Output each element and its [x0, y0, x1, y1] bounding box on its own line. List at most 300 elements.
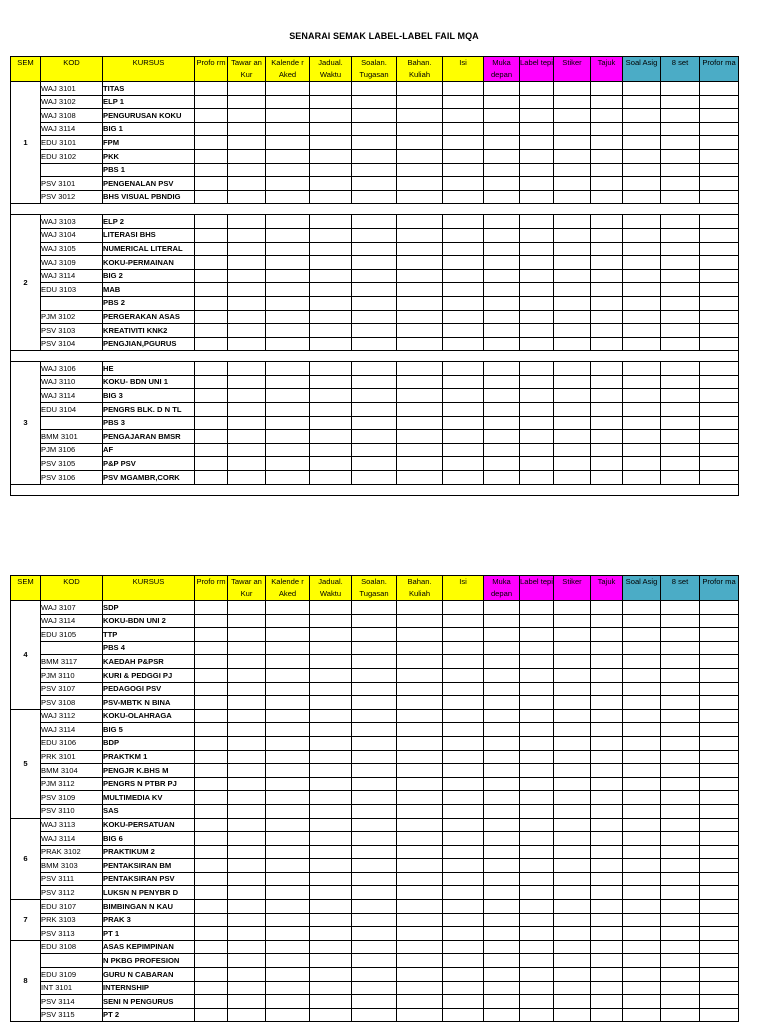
- checkbox-cell[interactable]: [228, 430, 266, 444]
- checkbox-cell[interactable]: [623, 256, 661, 270]
- checkbox-cell[interactable]: [591, 375, 623, 389]
- checkbox-cell[interactable]: [484, 886, 520, 900]
- checkbox-cell[interactable]: [266, 709, 310, 723]
- checkbox-cell[interactable]: [484, 190, 520, 204]
- checkbox-cell[interactable]: [195, 777, 228, 791]
- checkbox-cell[interactable]: [700, 1008, 739, 1022]
- checkbox-cell[interactable]: [352, 163, 397, 177]
- checkbox-cell[interactable]: [591, 940, 623, 954]
- checkbox-cell[interactable]: [700, 389, 739, 403]
- checkbox-cell[interactable]: [443, 443, 484, 457]
- checkbox-cell[interactable]: [591, 859, 623, 873]
- checkbox-cell[interactable]: [397, 457, 443, 471]
- checkbox-cell[interactable]: [228, 696, 266, 710]
- checkbox-cell[interactable]: [661, 696, 700, 710]
- checkbox-cell[interactable]: [266, 614, 310, 628]
- checkbox-cell[interactable]: [228, 913, 266, 927]
- checkbox-cell[interactable]: [443, 190, 484, 204]
- checkbox-cell[interactable]: [397, 913, 443, 927]
- checkbox-cell[interactable]: [623, 641, 661, 655]
- checkbox-cell[interactable]: [520, 283, 554, 297]
- checkbox-cell[interactable]: [623, 215, 661, 229]
- checkbox-cell[interactable]: [623, 628, 661, 642]
- checkbox-cell[interactable]: [228, 82, 266, 96]
- checkbox-cell[interactable]: [554, 696, 591, 710]
- checkbox-cell[interactable]: [554, 109, 591, 123]
- checkbox-cell[interactable]: [623, 310, 661, 324]
- checkbox-cell[interactable]: [623, 804, 661, 818]
- checkbox-cell[interactable]: [352, 954, 397, 968]
- checkbox-cell[interactable]: [310, 764, 352, 778]
- checkbox-cell[interactable]: [484, 736, 520, 750]
- checkbox-cell[interactable]: [591, 601, 623, 615]
- checkbox-cell[interactable]: [397, 443, 443, 457]
- checkbox-cell[interactable]: [591, 389, 623, 403]
- checkbox-cell[interactable]: [352, 981, 397, 995]
- checkbox-cell[interactable]: [397, 614, 443, 628]
- checkbox-cell[interactable]: [484, 310, 520, 324]
- checkbox-cell[interactable]: [623, 954, 661, 968]
- checkbox-cell[interactable]: [520, 163, 554, 177]
- checkbox-cell[interactable]: [700, 872, 739, 886]
- checkbox-cell[interactable]: [554, 940, 591, 954]
- checkbox-cell[interactable]: [266, 886, 310, 900]
- checkbox-cell[interactable]: [443, 981, 484, 995]
- checkbox-cell[interactable]: [623, 859, 661, 873]
- checkbox-cell[interactable]: [591, 228, 623, 242]
- checkbox-cell[interactable]: [484, 981, 520, 995]
- checkbox-cell[interactable]: [661, 283, 700, 297]
- checkbox-cell[interactable]: [661, 900, 700, 914]
- checkbox-cell[interactable]: [520, 736, 554, 750]
- checkbox-cell[interactable]: [443, 641, 484, 655]
- checkbox-cell[interactable]: [661, 122, 700, 136]
- checkbox-cell[interactable]: [623, 324, 661, 338]
- checkbox-cell[interactable]: [520, 82, 554, 96]
- checkbox-cell[interactable]: [661, 709, 700, 723]
- checkbox-cell[interactable]: [228, 804, 266, 818]
- checkbox-cell[interactable]: [661, 389, 700, 403]
- checkbox-cell[interactable]: [266, 940, 310, 954]
- checkbox-cell[interactable]: [352, 777, 397, 791]
- checkbox-cell[interactable]: [661, 228, 700, 242]
- checkbox-cell[interactable]: [700, 682, 739, 696]
- checkbox-cell[interactable]: [623, 471, 661, 485]
- checkbox-cell[interactable]: [700, 136, 739, 150]
- checkbox-cell[interactable]: [266, 457, 310, 471]
- checkbox-cell[interactable]: [591, 136, 623, 150]
- checkbox-cell[interactable]: [266, 177, 310, 191]
- checkbox-cell[interactable]: [554, 628, 591, 642]
- checkbox-cell[interactable]: [397, 832, 443, 846]
- checkbox-cell[interactable]: [591, 886, 623, 900]
- checkbox-cell[interactable]: [310, 872, 352, 886]
- checkbox-cell[interactable]: [397, 764, 443, 778]
- checkbox-cell[interactable]: [397, 791, 443, 805]
- checkbox-cell[interactable]: [591, 1008, 623, 1022]
- checkbox-cell[interactable]: [352, 668, 397, 682]
- checkbox-cell[interactable]: [591, 337, 623, 351]
- checkbox-cell[interactable]: [700, 443, 739, 457]
- checkbox-cell[interactable]: [554, 362, 591, 376]
- checkbox-cell[interactable]: [397, 859, 443, 873]
- checkbox-cell[interactable]: [591, 296, 623, 310]
- checkbox-cell[interactable]: [397, 709, 443, 723]
- checkbox-cell[interactable]: [443, 682, 484, 696]
- checkbox-cell[interactable]: [591, 655, 623, 669]
- checkbox-cell[interactable]: [352, 900, 397, 914]
- checkbox-cell[interactable]: [310, 777, 352, 791]
- checkbox-cell[interactable]: [352, 443, 397, 457]
- checkbox-cell[interactable]: [397, 215, 443, 229]
- checkbox-cell[interactable]: [310, 190, 352, 204]
- checkbox-cell[interactable]: [352, 109, 397, 123]
- checkbox-cell[interactable]: [661, 791, 700, 805]
- checkbox-cell[interactable]: [228, 256, 266, 270]
- checkbox-cell[interactable]: [484, 628, 520, 642]
- checkbox-cell[interactable]: [443, 136, 484, 150]
- checkbox-cell[interactable]: [266, 981, 310, 995]
- checkbox-cell[interactable]: [591, 283, 623, 297]
- checkbox-cell[interactable]: [661, 750, 700, 764]
- checkbox-cell[interactable]: [700, 228, 739, 242]
- checkbox-cell[interactable]: [623, 163, 661, 177]
- checkbox-cell[interactable]: [228, 628, 266, 642]
- checkbox-cell[interactable]: [623, 242, 661, 256]
- checkbox-cell[interactable]: [228, 682, 266, 696]
- checkbox-cell[interactable]: [700, 337, 739, 351]
- checkbox-cell[interactable]: [484, 601, 520, 615]
- checkbox-cell[interactable]: [397, 136, 443, 150]
- checkbox-cell[interactable]: [623, 981, 661, 995]
- checkbox-cell[interactable]: [310, 940, 352, 954]
- checkbox-cell[interactable]: [661, 764, 700, 778]
- checkbox-cell[interactable]: [266, 337, 310, 351]
- checkbox-cell[interactable]: [310, 215, 352, 229]
- checkbox-cell[interactable]: [554, 95, 591, 109]
- checkbox-cell[interactable]: [520, 430, 554, 444]
- checkbox-cell[interactable]: [228, 163, 266, 177]
- checkbox-cell[interactable]: [484, 457, 520, 471]
- checkbox-cell[interactable]: [443, 791, 484, 805]
- checkbox-cell[interactable]: [397, 655, 443, 669]
- checkbox-cell[interactable]: [520, 1008, 554, 1022]
- checkbox-cell[interactable]: [554, 122, 591, 136]
- checkbox-cell[interactable]: [228, 872, 266, 886]
- checkbox-cell[interactable]: [554, 886, 591, 900]
- checkbox-cell[interactable]: [554, 149, 591, 163]
- checkbox-cell[interactable]: [520, 122, 554, 136]
- checkbox-cell[interactable]: [520, 696, 554, 710]
- checkbox-cell[interactable]: [228, 859, 266, 873]
- checkbox-cell[interactable]: [554, 804, 591, 818]
- checkbox-cell[interactable]: [397, 242, 443, 256]
- checkbox-cell[interactable]: [266, 443, 310, 457]
- checkbox-cell[interactable]: [228, 927, 266, 941]
- checkbox-cell[interactable]: [591, 242, 623, 256]
- checkbox-cell[interactable]: [195, 900, 228, 914]
- checkbox-cell[interactable]: [591, 709, 623, 723]
- checkbox-cell[interactable]: [520, 804, 554, 818]
- checkbox-cell[interactable]: [623, 375, 661, 389]
- checkbox-cell[interactable]: [310, 736, 352, 750]
- checkbox-cell[interactable]: [623, 791, 661, 805]
- checkbox-cell[interactable]: [397, 954, 443, 968]
- checkbox-cell[interactable]: [195, 256, 228, 270]
- checkbox-cell[interactable]: [591, 845, 623, 859]
- checkbox-cell[interactable]: [310, 375, 352, 389]
- checkbox-cell[interactable]: [700, 723, 739, 737]
- checkbox-cell[interactable]: [352, 136, 397, 150]
- checkbox-cell[interactable]: [352, 228, 397, 242]
- checkbox-cell[interactable]: [443, 832, 484, 846]
- checkbox-cell[interactable]: [554, 190, 591, 204]
- checkbox-cell[interactable]: [228, 95, 266, 109]
- checkbox-cell[interactable]: [700, 362, 739, 376]
- checkbox-cell[interactable]: [591, 457, 623, 471]
- checkbox-cell[interactable]: [520, 940, 554, 954]
- checkbox-cell[interactable]: [228, 845, 266, 859]
- checkbox-cell[interactable]: [591, 416, 623, 430]
- checkbox-cell[interactable]: [520, 109, 554, 123]
- checkbox-cell[interactable]: [623, 122, 661, 136]
- checkbox-cell[interactable]: [266, 682, 310, 696]
- checkbox-cell[interactable]: [266, 362, 310, 376]
- checkbox-cell[interactable]: [554, 163, 591, 177]
- checkbox-cell[interactable]: [520, 927, 554, 941]
- checkbox-cell[interactable]: [700, 283, 739, 297]
- checkbox-cell[interactable]: [623, 109, 661, 123]
- checkbox-cell[interactable]: [554, 375, 591, 389]
- checkbox-cell[interactable]: [700, 886, 739, 900]
- checkbox-cell[interactable]: [443, 122, 484, 136]
- checkbox-cell[interactable]: [266, 641, 310, 655]
- checkbox-cell[interactable]: [310, 109, 352, 123]
- checkbox-cell[interactable]: [397, 190, 443, 204]
- checkbox-cell[interactable]: [397, 750, 443, 764]
- checkbox-cell[interactable]: [484, 682, 520, 696]
- checkbox-cell[interactable]: [700, 845, 739, 859]
- checkbox-cell[interactable]: [700, 190, 739, 204]
- checkbox-cell[interactable]: [661, 362, 700, 376]
- checkbox-cell[interactable]: [195, 122, 228, 136]
- checkbox-cell[interactable]: [484, 859, 520, 873]
- checkbox-cell[interactable]: [443, 149, 484, 163]
- checkbox-cell[interactable]: [520, 403, 554, 417]
- checkbox-cell[interactable]: [484, 296, 520, 310]
- checkbox-cell[interactable]: [266, 403, 310, 417]
- checkbox-cell[interactable]: [484, 954, 520, 968]
- checkbox-cell[interactable]: [554, 845, 591, 859]
- checkbox-cell[interactable]: [484, 362, 520, 376]
- checkbox-cell[interactable]: [397, 968, 443, 982]
- checkbox-cell[interactable]: [310, 913, 352, 927]
- checkbox-cell[interactable]: [397, 296, 443, 310]
- checkbox-cell[interactable]: [195, 242, 228, 256]
- checkbox-cell[interactable]: [623, 95, 661, 109]
- checkbox-cell[interactable]: [443, 283, 484, 297]
- checkbox-cell[interactable]: [443, 968, 484, 982]
- checkbox-cell[interactable]: [700, 804, 739, 818]
- checkbox-cell[interactable]: [554, 682, 591, 696]
- checkbox-cell[interactable]: [591, 190, 623, 204]
- checkbox-cell[interactable]: [352, 389, 397, 403]
- checkbox-cell[interactable]: [266, 736, 310, 750]
- checkbox-cell[interactable]: [195, 430, 228, 444]
- checkbox-cell[interactable]: [195, 696, 228, 710]
- checkbox-cell[interactable]: [520, 886, 554, 900]
- checkbox-cell[interactable]: [484, 696, 520, 710]
- checkbox-cell[interactable]: [228, 283, 266, 297]
- checkbox-cell[interactable]: [397, 163, 443, 177]
- checkbox-cell[interactable]: [310, 1008, 352, 1022]
- checkbox-cell[interactable]: [661, 682, 700, 696]
- checkbox-cell[interactable]: [352, 457, 397, 471]
- checkbox-cell[interactable]: [310, 791, 352, 805]
- checkbox-cell[interactable]: [266, 269, 310, 283]
- checkbox-cell[interactable]: [623, 750, 661, 764]
- checkbox-cell[interactable]: [520, 136, 554, 150]
- checkbox-cell[interactable]: [266, 872, 310, 886]
- checkbox-cell[interactable]: [520, 614, 554, 628]
- checkbox-cell[interactable]: [397, 927, 443, 941]
- checkbox-cell[interactable]: [554, 668, 591, 682]
- checkbox-cell[interactable]: [554, 872, 591, 886]
- checkbox-cell[interactable]: [591, 614, 623, 628]
- checkbox-cell[interactable]: [266, 804, 310, 818]
- checkbox-cell[interactable]: [310, 696, 352, 710]
- checkbox-cell[interactable]: [195, 764, 228, 778]
- checkbox-cell[interactable]: [266, 913, 310, 927]
- checkbox-cell[interactable]: [520, 981, 554, 995]
- checkbox-cell[interactable]: [623, 190, 661, 204]
- checkbox-cell[interactable]: [352, 283, 397, 297]
- checkbox-cell[interactable]: [661, 256, 700, 270]
- checkbox-cell[interactable]: [228, 296, 266, 310]
- checkbox-cell[interactable]: [352, 832, 397, 846]
- checkbox-cell[interactable]: [484, 177, 520, 191]
- checkbox-cell[interactable]: [266, 968, 310, 982]
- checkbox-cell[interactable]: [266, 430, 310, 444]
- checkbox-cell[interactable]: [591, 641, 623, 655]
- checkbox-cell[interactable]: [623, 430, 661, 444]
- checkbox-cell[interactable]: [352, 416, 397, 430]
- checkbox-cell[interactable]: [700, 457, 739, 471]
- checkbox-cell[interactable]: [352, 256, 397, 270]
- checkbox-cell[interactable]: [195, 940, 228, 954]
- checkbox-cell[interactable]: [661, 136, 700, 150]
- checkbox-cell[interactable]: [700, 736, 739, 750]
- checkbox-cell[interactable]: [310, 149, 352, 163]
- checkbox-cell[interactable]: [195, 655, 228, 669]
- checkbox-cell[interactable]: [266, 791, 310, 805]
- checkbox-cell[interactable]: [591, 177, 623, 191]
- checkbox-cell[interactable]: [195, 981, 228, 995]
- checkbox-cell[interactable]: [700, 324, 739, 338]
- checkbox-cell[interactable]: [310, 324, 352, 338]
- checkbox-cell[interactable]: [591, 995, 623, 1009]
- checkbox-cell[interactable]: [700, 269, 739, 283]
- checkbox-cell[interactable]: [661, 471, 700, 485]
- checkbox-cell[interactable]: [228, 136, 266, 150]
- checkbox-cell[interactable]: [228, 709, 266, 723]
- checkbox-cell[interactable]: [520, 750, 554, 764]
- checkbox-cell[interactable]: [443, 628, 484, 642]
- checkbox-cell[interactable]: [623, 416, 661, 430]
- checkbox-cell[interactable]: [700, 709, 739, 723]
- checkbox-cell[interactable]: [623, 403, 661, 417]
- checkbox-cell[interactable]: [397, 389, 443, 403]
- checkbox-cell[interactable]: [591, 324, 623, 338]
- checkbox-cell[interactable]: [228, 190, 266, 204]
- checkbox-cell[interactable]: [310, 389, 352, 403]
- checkbox-cell[interactable]: [310, 859, 352, 873]
- checkbox-cell[interactable]: [623, 913, 661, 927]
- checkbox-cell[interactable]: [266, 324, 310, 338]
- checkbox-cell[interactable]: [591, 122, 623, 136]
- checkbox-cell[interactable]: [266, 750, 310, 764]
- checkbox-cell[interactable]: [352, 122, 397, 136]
- checkbox-cell[interactable]: [310, 416, 352, 430]
- checkbox-cell[interactable]: [443, 95, 484, 109]
- checkbox-cell[interactable]: [228, 177, 266, 191]
- checkbox-cell[interactable]: [700, 601, 739, 615]
- checkbox-cell[interactable]: [591, 832, 623, 846]
- checkbox-cell[interactable]: [443, 362, 484, 376]
- checkbox-cell[interactable]: [623, 614, 661, 628]
- checkbox-cell[interactable]: [266, 927, 310, 941]
- checkbox-cell[interactable]: [484, 668, 520, 682]
- checkbox-cell[interactable]: [310, 995, 352, 1009]
- checkbox-cell[interactable]: [520, 471, 554, 485]
- checkbox-cell[interactable]: [484, 940, 520, 954]
- checkbox-cell[interactable]: [661, 995, 700, 1009]
- checkbox-cell[interactable]: [520, 324, 554, 338]
- checkbox-cell[interactable]: [266, 668, 310, 682]
- checkbox-cell[interactable]: [700, 403, 739, 417]
- checkbox-cell[interactable]: [591, 430, 623, 444]
- checkbox-cell[interactable]: [661, 269, 700, 283]
- checkbox-cell[interactable]: [310, 95, 352, 109]
- checkbox-cell[interactable]: [266, 283, 310, 297]
- checkbox-cell[interactable]: [623, 764, 661, 778]
- checkbox-cell[interactable]: [591, 791, 623, 805]
- checkbox-cell[interactable]: [520, 228, 554, 242]
- checkbox-cell[interactable]: [520, 177, 554, 191]
- checkbox-cell[interactable]: [661, 886, 700, 900]
- checkbox-cell[interactable]: [266, 416, 310, 430]
- checkbox-cell[interactable]: [397, 682, 443, 696]
- checkbox-cell[interactable]: [554, 791, 591, 805]
- checkbox-cell[interactable]: [228, 269, 266, 283]
- checkbox-cell[interactable]: [661, 859, 700, 873]
- checkbox-cell[interactable]: [484, 709, 520, 723]
- checkbox-cell[interactable]: [554, 995, 591, 1009]
- checkbox-cell[interactable]: [591, 269, 623, 283]
- checkbox-cell[interactable]: [661, 981, 700, 995]
- checkbox-cell[interactable]: [397, 177, 443, 191]
- checkbox-cell[interactable]: [554, 777, 591, 791]
- checkbox-cell[interactable]: [397, 641, 443, 655]
- checkbox-cell[interactable]: [310, 668, 352, 682]
- checkbox-cell[interactable]: [661, 832, 700, 846]
- checkbox-cell[interactable]: [484, 641, 520, 655]
- checkbox-cell[interactable]: [228, 337, 266, 351]
- checkbox-cell[interactable]: [554, 913, 591, 927]
- checkbox-cell[interactable]: [310, 362, 352, 376]
- checkbox-cell[interactable]: [554, 136, 591, 150]
- checkbox-cell[interactable]: [520, 845, 554, 859]
